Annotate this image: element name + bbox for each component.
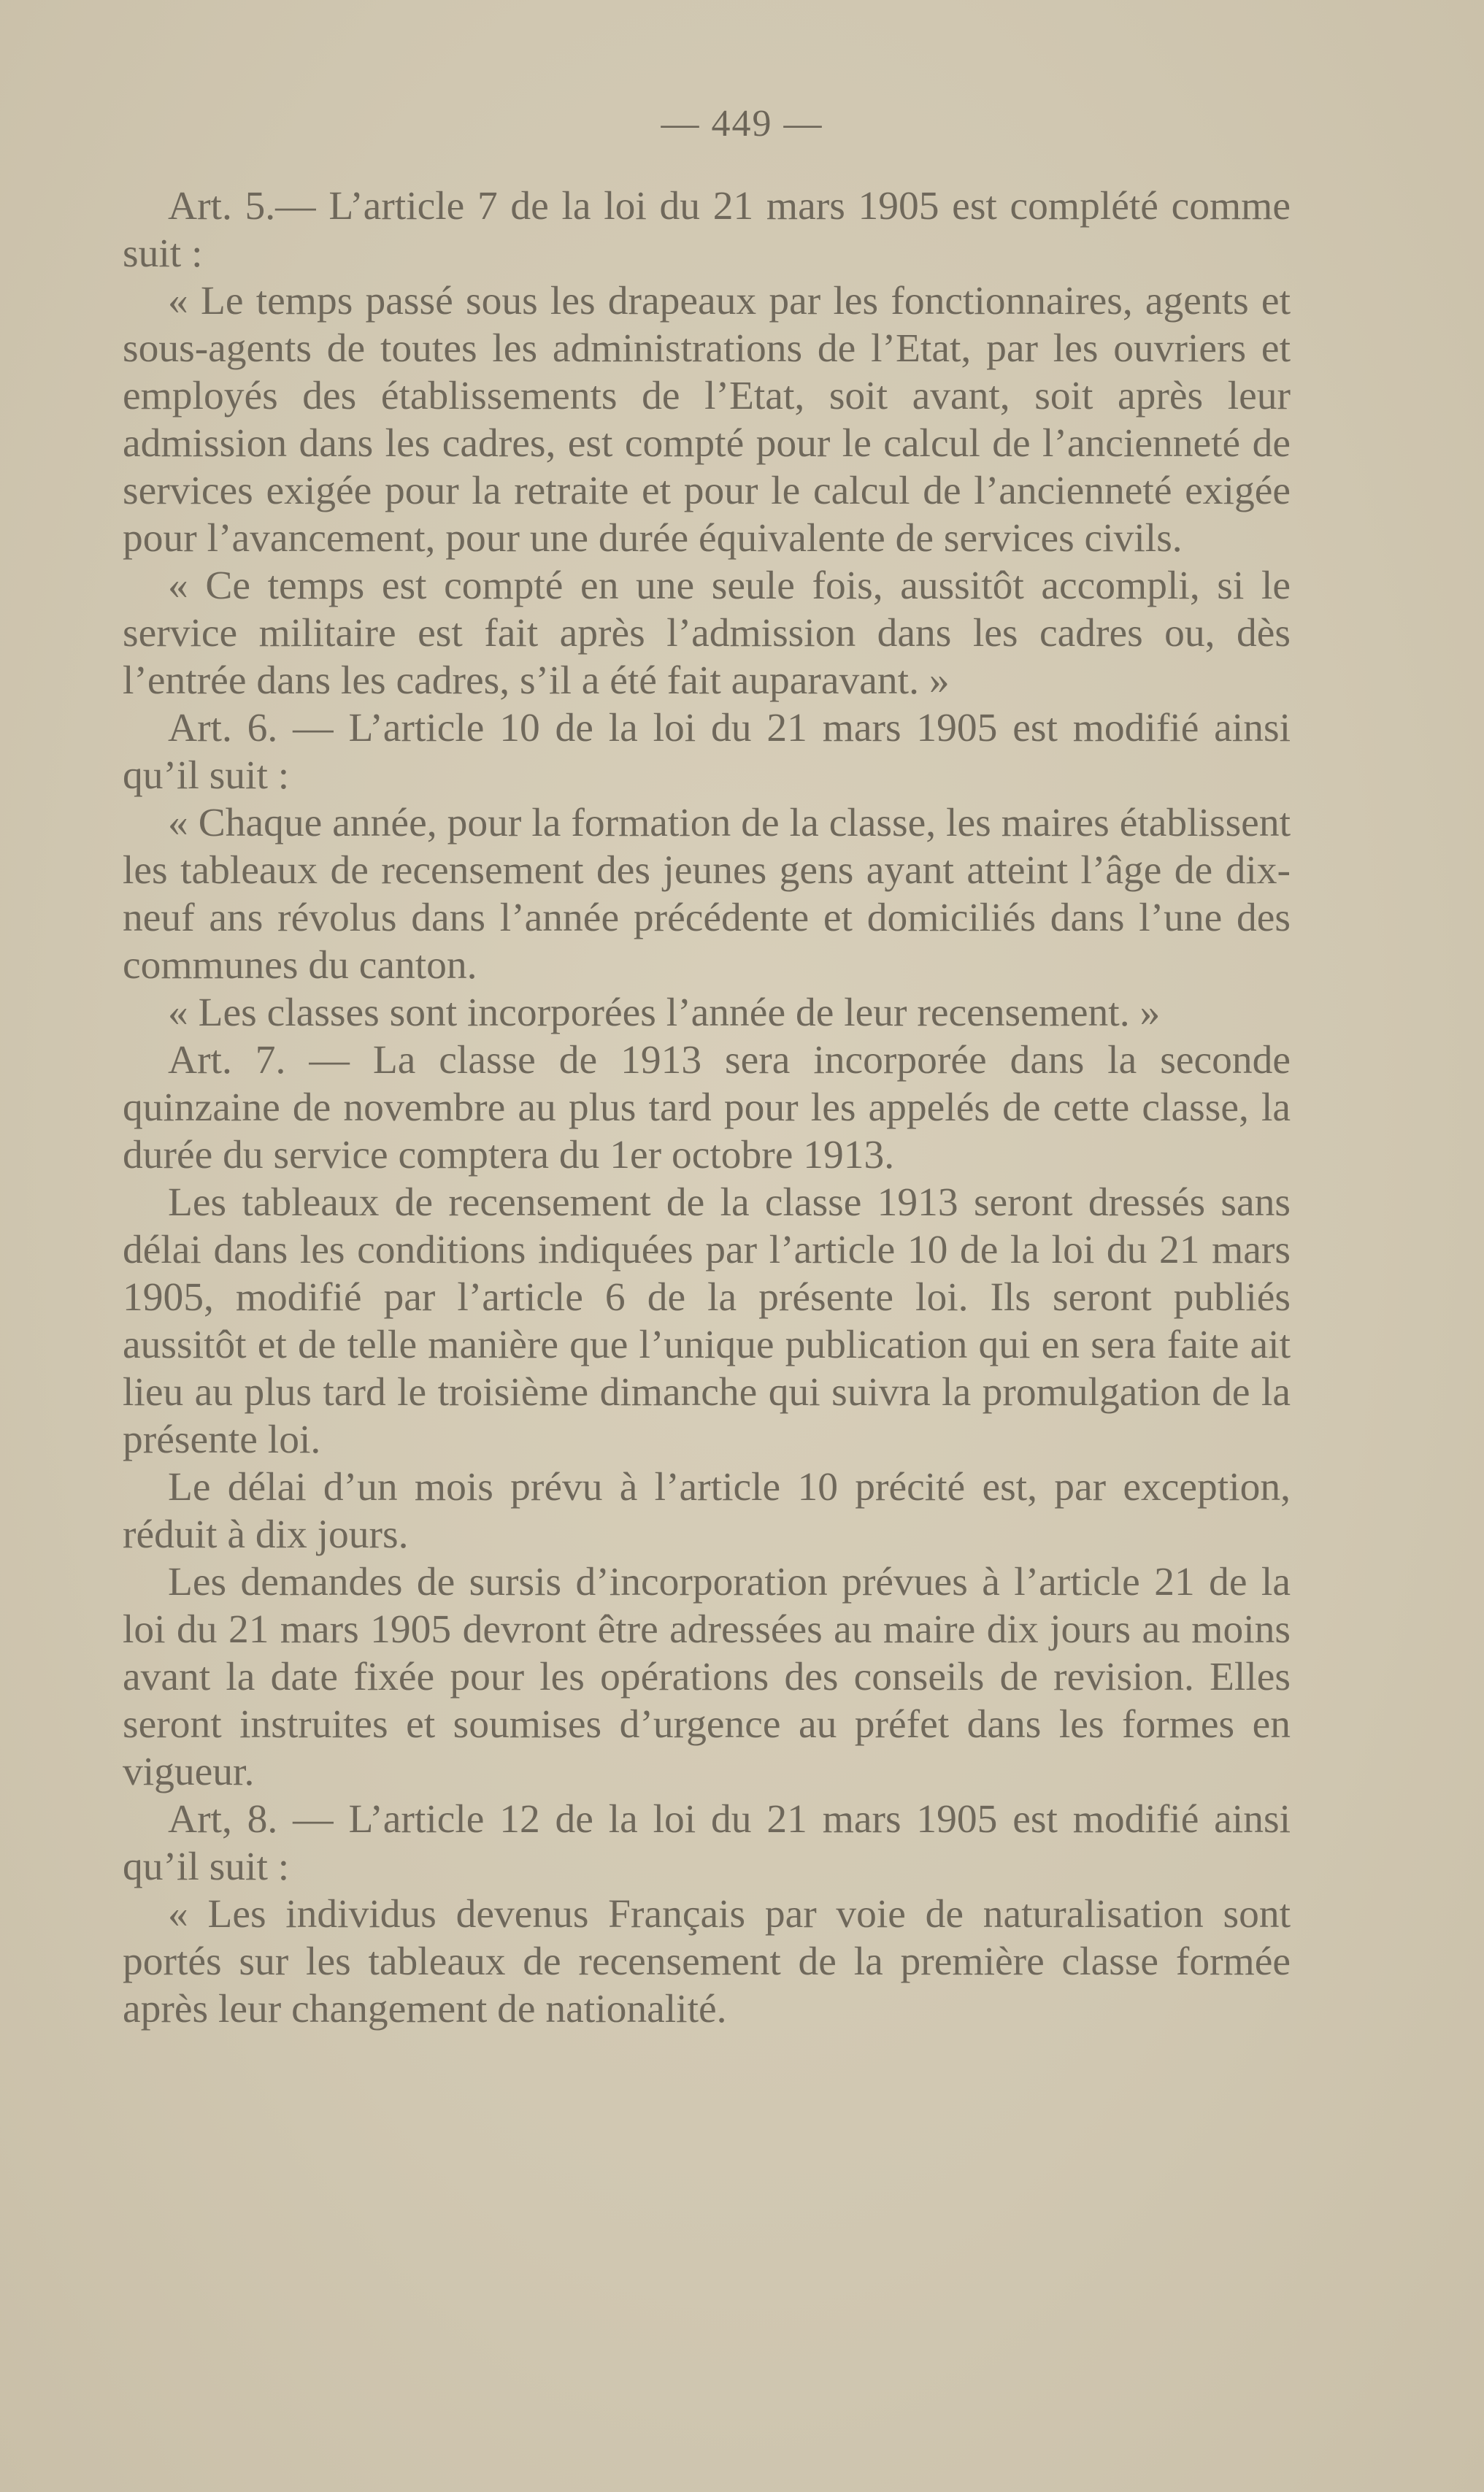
paragraph-art5-intro: Art. 5.— L’article 7 de la loi du 21 mars 1905 est complété comme suit : bbox=[123, 184, 1291, 276]
paragraph-art6-text-1: « Chaque année, pour la formation de la classe, les maires établissent les tableaux de recensement des jeunes gens ayant atteint l’âge de dix-neuf ans révolus dans l’année précédente et domiciliés dans l’une des communes du canton. bbox=[123, 801, 1291, 988]
paragraph-art7-intro: Art. 7. — La classe de 1913 sera incorporée dans la seconde quinzaine de novembre au plus tard pour les appelés de cette classe, la durée du service comptera du 1er octobre 1913. bbox=[123, 1038, 1291, 1177]
paragraph-art5-text-1: « Le temps passé sous les drapeaux par les fonctionnaires, agents et sous-agents de toutes les administrations de l’Etat, par les ouvriers et employés des établissements de l’Etat, soit avant, soit après leur admission dans les cadres, est compté pour le calcul de l’ancienneté de services exigée pour la retraite et pour le calcul de l’ancienneté exigée pour l’avancement, pour une durée équivalente de services civils. bbox=[123, 279, 1291, 561]
paragraph-art8-intro: Art, 8. — L’article 12 de la loi du 21 mars 1905 est modifié ainsi qu’il suit : bbox=[123, 1797, 1291, 1889]
paragraph-art7-text-3: Les demandes de sursis d’incorporation prévues à l’article 21 de la loi du 21 mars 1905 devront être adressées au maire dix jours au moins avant la date fixée pour les opérations des conseils de revision. Elles seront instruites et soumises d’urgence au préfet dans les formes en vigueur. bbox=[123, 1560, 1291, 1794]
document-body bbox=[123, 182, 1291, 2033]
paragraph-art7-text-1: Les tableaux de recensement de la classe 1913 seront dressés sans délai dans les conditions indiquées par l’article 10 de la loi du 21 mars 1905, modifié par l’article 6 de la présente loi. Ils seront publiés aussitôt et de telle manière que l’unique publication qui en sera faite ait lieu au plus tard le troisième dimanche qui suivra la promulgation de la présente loi. bbox=[123, 1180, 1291, 1462]
paragraph-art8-text-1: « Les individus devenus Français par voie de naturalisation sont portés sur les tableaux de recensement de la première classe formée après leur changement de nationalité. bbox=[123, 1892, 1291, 2031]
paragraph-art6-intro: Art. 6. — L’article 10 de la loi du 21 mars 1905 est modifié ainsi qu’il suit : bbox=[123, 706, 1291, 798]
paragraph-art5-text-2: « Ce temps est compté en une seule fois, aussitôt accompli, si le service militaire est fait après l’admission dans les cadres ou, dès l’entrée dans les cadres, s’il a été fait auparavant. » bbox=[123, 564, 1291, 703]
paragraph-art7-text-2: Le délai d’un mois prévu à l’article 10 précité est, par exception, réduit à dix jours. bbox=[123, 1465, 1291, 1557]
page-number: — 449 — bbox=[661, 103, 823, 145]
paragraph-art6-text-2: « Les classes sont incorporées l’année de leur recensement. » bbox=[168, 991, 1161, 1035]
